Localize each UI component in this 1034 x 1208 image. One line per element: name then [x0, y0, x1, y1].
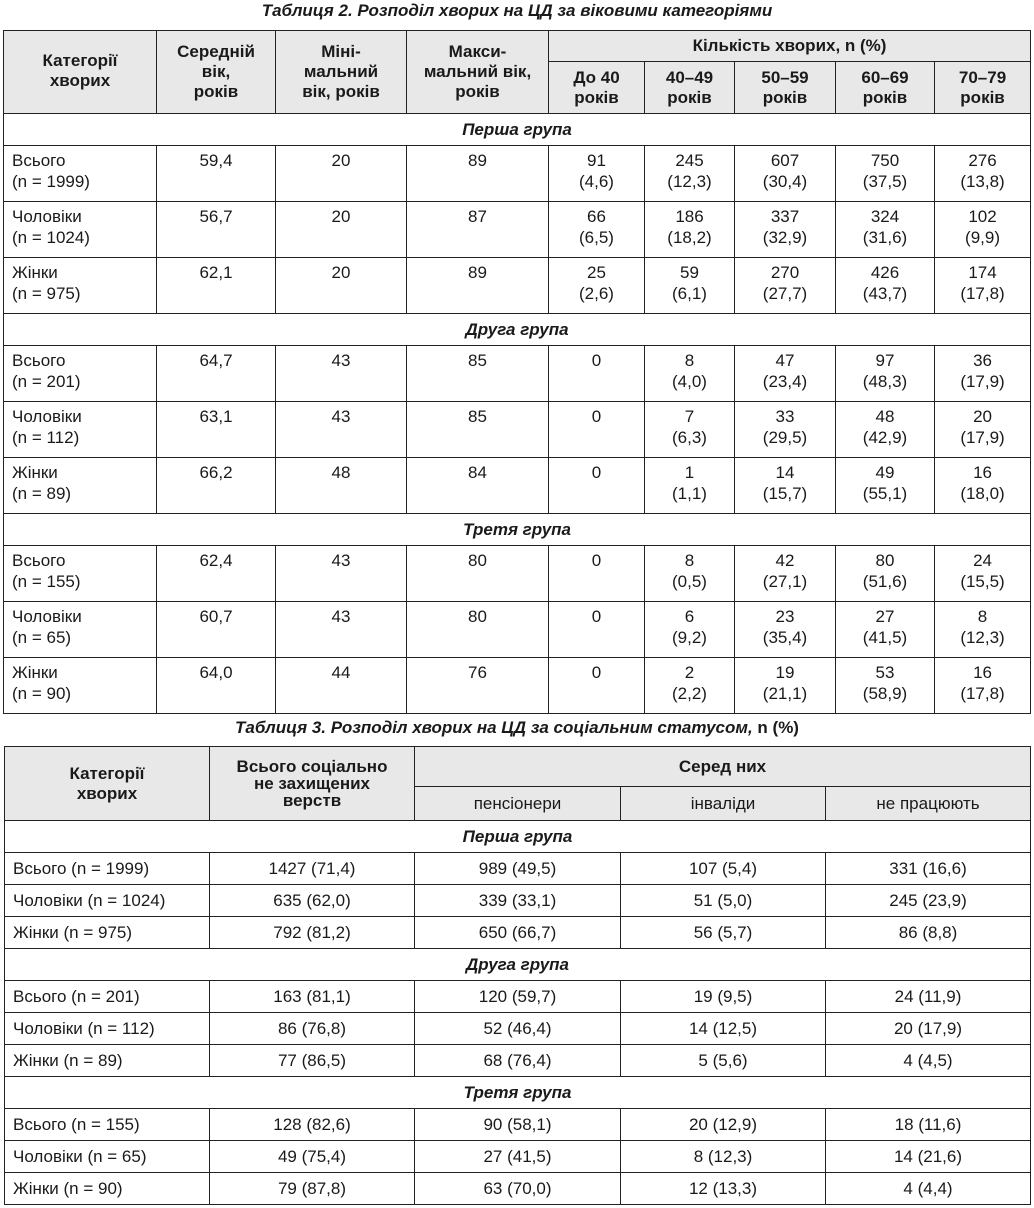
- cell-count: 6: [684, 607, 695, 626]
- cell-age-bin: [549, 602, 645, 658]
- header-max-age: Макси- мальний вік, років: [407, 31, 549, 114]
- header-age-bin-range: 70–79: [958, 67, 1007, 87]
- cell-age-bin: [935, 658, 1031, 714]
- group-row: [5, 949, 1031, 981]
- row-n: (n = 975): [12, 284, 81, 303]
- cell-percent: (48,3): [862, 372, 908, 391]
- cell-count: 97: [875, 351, 895, 370]
- cell-age-bin: [935, 546, 1031, 602]
- row-label: [4, 146, 157, 202]
- cell-min-age: 43: [276, 602, 407, 658]
- table-row: [4, 146, 1031, 202]
- cell-unemployed: 14 (21,6): [826, 1141, 1031, 1173]
- cell-age-bin: [935, 602, 1031, 658]
- cell-age-bin: [549, 346, 645, 402]
- cell-unemployed: 4 (4,5): [826, 1045, 1031, 1077]
- cell-total: 128 (82,6): [210, 1109, 415, 1141]
- cell-unemployed: 331 (16,6): [826, 853, 1031, 885]
- table-row: [5, 1141, 1031, 1173]
- cell-count: 276: [968, 151, 997, 170]
- cell-mean-age: 64,7: [157, 346, 276, 402]
- social-status-table: [4, 746, 1031, 1205]
- cell-age-bin: [645, 602, 735, 658]
- cell-percent: (42,9): [862, 428, 908, 447]
- cell-mean-age: 56,7: [157, 202, 276, 258]
- cell-percent: (6,5): [579, 228, 614, 247]
- cell-age-bin: [935, 202, 1031, 258]
- cell-total: 792 (81,2): [210, 917, 415, 949]
- cell-count: 27: [875, 607, 895, 626]
- cell-percent: (27,1): [762, 572, 808, 591]
- row-n: (n = 201): [12, 372, 81, 391]
- row-category: Чоловіки: [12, 207, 82, 226]
- cell-percent: (29,5): [762, 428, 808, 447]
- cell-mean-age: 66,2: [157, 458, 276, 514]
- row-label: Жінки (n = 89): [5, 1045, 210, 1077]
- cell-percent: (31,6): [862, 228, 908, 247]
- cell-max-age: 84: [407, 458, 549, 514]
- group-row: [5, 821, 1031, 853]
- row-label: Чоловіки (n = 65): [5, 1141, 210, 1173]
- header-age-bin: [549, 62, 645, 114]
- cell-disabled: 20 (12,9): [621, 1109, 826, 1141]
- cell-age-bin: [645, 258, 735, 314]
- cell-count: 8: [977, 607, 988, 626]
- cell-total: 163 (81,1): [210, 981, 415, 1013]
- cell-disabled: 5 (5,6): [621, 1045, 826, 1077]
- cell-count: 47: [775, 351, 795, 370]
- cell-mean-age: 64,0: [157, 658, 276, 714]
- cell-age-bin: [836, 602, 935, 658]
- row-label: [4, 546, 157, 602]
- cell-age-bin: [735, 146, 836, 202]
- table-row: [5, 1109, 1031, 1141]
- cell-pensioners: 90 (58,1): [415, 1109, 621, 1141]
- header-age-bin-unit: років: [862, 87, 908, 107]
- cell-age-bin: [645, 658, 735, 714]
- cell-percent: (58,9): [862, 684, 908, 703]
- cell-age-bin: [735, 258, 836, 314]
- cell-disabled: 8 (12,3): [621, 1141, 826, 1173]
- header-pensioners: пенсіонери: [415, 787, 621, 821]
- cell-min-age: 20: [276, 258, 407, 314]
- table-row: [4, 546, 1031, 602]
- cell-count: 53: [875, 663, 895, 682]
- row-n: (n = 90): [12, 684, 72, 703]
- row-label: Всього (n = 155): [5, 1109, 210, 1141]
- table-row: [4, 658, 1031, 714]
- cell-percent: (21,1): [762, 684, 808, 703]
- row-category: Всього: [12, 151, 66, 170]
- cell-percent: (35,4): [762, 628, 808, 647]
- cell-disabled: 19 (9,5): [621, 981, 826, 1013]
- cell-percent: (32,9): [762, 228, 808, 247]
- cell-mean-age: 60,7: [157, 602, 276, 658]
- cell-age-bin: [735, 602, 836, 658]
- cell-max-age: 89: [407, 146, 549, 202]
- row-label: Чоловіки (n = 1024): [5, 885, 210, 917]
- cell-age-bin: [735, 346, 836, 402]
- cell-age-bin: [935, 258, 1031, 314]
- header-age-bin: [836, 62, 935, 114]
- cell-percent: (2,2): [672, 684, 707, 703]
- cell-age-bin: [735, 402, 836, 458]
- cell-unemployed: 20 (17,9): [826, 1013, 1031, 1045]
- row-label: [4, 658, 157, 714]
- cell-total: 49 (75,4): [210, 1141, 415, 1173]
- group-title: Третя група: [4, 514, 1031, 546]
- header-disabled: інваліди: [621, 787, 826, 821]
- cell-count: 426: [870, 263, 900, 282]
- cell-count: 0: [591, 351, 602, 370]
- row-n: (n = 1999): [12, 172, 90, 191]
- group-title: Перша група: [4, 114, 1031, 146]
- cell-age-bin: [836, 458, 935, 514]
- group-row: [4, 114, 1031, 146]
- cell-percent: (12,3): [667, 172, 712, 191]
- cell-percent: (17,8): [960, 284, 1005, 303]
- cell-count: 66: [587, 207, 606, 226]
- header-age-bin-range: 40–49: [665, 67, 714, 87]
- header-age-bin-range: 60–69: [861, 67, 909, 87]
- row-n: (n = 1024): [12, 228, 90, 247]
- cell-min-age: 20: [276, 202, 407, 258]
- cell-total: 86 (76,8): [210, 1013, 415, 1045]
- cell-total: 77 (86,5): [210, 1045, 415, 1077]
- row-n: (n = 65): [12, 628, 72, 647]
- header-age-bin-unit: років: [667, 87, 712, 107]
- cell-age-bin: [836, 546, 935, 602]
- cell-age-bin: [836, 402, 935, 458]
- row-category: Чоловіки: [12, 407, 82, 426]
- cell-count: 25: [587, 263, 606, 282]
- cell-age-bin: [836, 258, 935, 314]
- cell-disabled: 51 (5,0): [621, 885, 826, 917]
- row-n: (n = 112): [12, 428, 80, 447]
- cell-percent: (12,3): [960, 628, 1005, 647]
- cell-count: 0: [591, 607, 602, 626]
- cell-count: 24: [973, 551, 992, 570]
- cell-age-bin: [935, 458, 1031, 514]
- group-title: Перша група: [5, 821, 1031, 853]
- table-row: [5, 981, 1031, 1013]
- cell-disabled: 14 (12,5): [621, 1013, 826, 1045]
- cell-percent: (6,1): [672, 284, 707, 303]
- table-row: [5, 1045, 1031, 1077]
- cell-pensioners: 650 (66,7): [415, 917, 621, 949]
- row-label: [4, 258, 157, 314]
- cell-total: 1427 (71,4): [210, 853, 415, 885]
- cell-percent: (18,0): [960, 484, 1005, 503]
- cell-count: 0: [591, 407, 602, 426]
- cell-mean-age: 62,4: [157, 546, 276, 602]
- cell-count: 8: [684, 551, 695, 570]
- header-age-bin-range: 50–59: [761, 67, 809, 87]
- cell-age-bin: [735, 458, 836, 514]
- cell-age-bin: [645, 346, 735, 402]
- cell-percent: (13,8): [960, 172, 1005, 191]
- cell-percent: (23,4): [762, 372, 808, 391]
- table-row: [5, 917, 1031, 949]
- row-label: [4, 346, 157, 402]
- cell-count: 2: [684, 663, 695, 682]
- cell-count: 59: [680, 263, 699, 282]
- cell-age-bin: [549, 202, 645, 258]
- row-label: Жінки (n = 90): [5, 1173, 210, 1205]
- group-row: [5, 1077, 1031, 1109]
- row-category: Всього: [12, 551, 66, 570]
- cell-percent: (37,5): [862, 172, 908, 191]
- cell-count: 91: [587, 151, 606, 170]
- cell-count: 0: [591, 551, 602, 570]
- cell-count: 102: [968, 207, 997, 226]
- cell-percent: (4,6): [579, 172, 614, 191]
- table-row: [4, 258, 1031, 314]
- cell-count: 337: [770, 207, 800, 226]
- cell-count: 0: [591, 463, 602, 482]
- cell-count: 16: [973, 663, 992, 682]
- cell-count: 750: [870, 151, 900, 170]
- cell-pensioners: 52 (46,4): [415, 1013, 621, 1045]
- cell-percent: (17,9): [960, 372, 1005, 391]
- cell-age-bin: [549, 658, 645, 714]
- row-category: Жінки: [12, 663, 58, 682]
- cell-age-bin: [735, 546, 836, 602]
- header-total-unprotected: Всього соціально не захищених верств: [210, 747, 415, 821]
- cell-percent: (17,9): [960, 428, 1005, 447]
- cell-max-age: 76: [407, 658, 549, 714]
- cell-count: 20: [973, 407, 992, 426]
- cell-age-bin: [549, 402, 645, 458]
- group-row: [4, 314, 1031, 346]
- table-row: [5, 1013, 1031, 1045]
- table-row: [4, 458, 1031, 514]
- cell-count: 174: [968, 263, 997, 282]
- cell-min-age: 48: [276, 458, 407, 514]
- cell-count: 49: [875, 463, 895, 482]
- cell-percent: (18,2): [667, 228, 712, 247]
- cell-disabled: 107 (5,4): [621, 853, 826, 885]
- table2-caption: Таблиця 2. Розподіл хворих на ЦД за віковими категоріями: [261, 1, 773, 20]
- cell-age-bin: [549, 458, 645, 514]
- cell-age-bin: [645, 402, 735, 458]
- cell-percent: (4,0): [672, 372, 707, 391]
- header-category: Категорії хворих: [4, 31, 157, 114]
- cell-count: 36: [973, 351, 992, 370]
- table3-caption: Таблиця 3. Розподіл хворих на ЦД за соціальним статусом, n (%): [235, 718, 799, 737]
- cell-count: 1: [684, 463, 695, 482]
- header-min-age: Міні- мальний вік, років: [276, 31, 407, 114]
- cell-percent: (6,3): [672, 428, 707, 447]
- row-category: Жінки: [12, 463, 58, 482]
- group-title: Друга група: [4, 314, 1031, 346]
- header-category: Категорії хворих: [5, 747, 210, 821]
- header-age-bin: [935, 62, 1031, 114]
- row-label: [4, 202, 157, 258]
- cell-percent: (0,5): [672, 572, 707, 591]
- cell-min-age: 44: [276, 658, 407, 714]
- table-row: [5, 1173, 1031, 1205]
- cell-count: 16: [973, 463, 992, 482]
- cell-age-bin: [935, 402, 1031, 458]
- header-among-them: Серед них: [415, 747, 1031, 787]
- header-unemployed: не працюють: [826, 787, 1031, 821]
- cell-percent: (2,6): [579, 284, 614, 303]
- cell-age-bin: [549, 546, 645, 602]
- cell-percent: (51,6): [862, 572, 908, 591]
- table-row: [4, 202, 1031, 258]
- cell-count: 245: [675, 151, 704, 170]
- row-label: [4, 458, 157, 514]
- row-label: [4, 602, 157, 658]
- cell-max-age: 80: [407, 602, 549, 658]
- cell-age-bin: [645, 146, 735, 202]
- cell-count: 8: [684, 351, 695, 370]
- cell-percent: (17,8): [960, 684, 1005, 703]
- cell-pensioners: 63 (70,0): [415, 1173, 621, 1205]
- cell-percent: (43,7): [862, 284, 908, 303]
- group-title: Друга група: [5, 949, 1031, 981]
- cell-count: 42: [775, 551, 795, 570]
- cell-count: 0: [591, 663, 602, 682]
- cell-age-bin: [836, 658, 935, 714]
- cell-pensioners: 989 (49,5): [415, 853, 621, 885]
- row-n: (n = 89): [12, 484, 72, 503]
- cell-min-age: 20: [276, 146, 407, 202]
- cell-percent: (27,7): [762, 284, 808, 303]
- cell-age-bin: [735, 202, 836, 258]
- cell-unemployed: 245 (23,9): [826, 885, 1031, 917]
- cell-unemployed: 4 (4,4): [826, 1173, 1031, 1205]
- cell-min-age: 43: [276, 402, 407, 458]
- cell-max-age: 80: [407, 546, 549, 602]
- table-row: [4, 602, 1031, 658]
- cell-disabled: 12 (13,3): [621, 1173, 826, 1205]
- cell-percent: (30,4): [762, 172, 808, 191]
- cell-max-age: 85: [407, 346, 549, 402]
- cell-age-bin: [836, 202, 935, 258]
- header-age-bin: [645, 62, 735, 114]
- header-age-bin-unit: років: [960, 87, 1005, 107]
- cell-pensioners: 27 (41,5): [415, 1141, 621, 1173]
- row-label: Жінки (n = 975): [5, 917, 210, 949]
- cell-age-bin: [735, 658, 836, 714]
- cell-count: 324: [870, 207, 900, 226]
- cell-unemployed: 24 (11,9): [826, 981, 1031, 1013]
- cell-age-bin: [935, 346, 1031, 402]
- cell-mean-age: 62,1: [157, 258, 276, 314]
- cell-percent: (15,7): [762, 484, 808, 503]
- cell-percent: (9,9): [965, 228, 1000, 247]
- header-mean-age: Середній вік, років: [157, 31, 276, 114]
- header-age-bin: [735, 62, 836, 114]
- row-label: Чоловіки (n = 112): [5, 1013, 210, 1045]
- cell-min-age: 43: [276, 546, 407, 602]
- cell-total: 79 (87,8): [210, 1173, 415, 1205]
- cell-count: 80: [875, 551, 895, 570]
- group-title: Третя група: [5, 1077, 1031, 1109]
- cell-age-bin: [549, 146, 645, 202]
- cell-count: 33: [775, 407, 795, 426]
- cell-mean-age: 59,4: [157, 146, 276, 202]
- cell-count: 19: [775, 663, 795, 682]
- cell-count: 607: [770, 151, 800, 170]
- table-row: [5, 885, 1031, 917]
- cell-percent: (9,2): [672, 628, 707, 647]
- cell-pensioners: 120 (59,7): [415, 981, 621, 1013]
- row-label: [4, 402, 157, 458]
- row-category: Чоловіки: [12, 607, 82, 626]
- cell-count: 14: [775, 463, 795, 482]
- header-age-bin-unit: років: [574, 87, 619, 107]
- cell-pensioners: 339 (33,1): [415, 885, 621, 917]
- cell-max-age: 85: [407, 402, 549, 458]
- cell-percent: (41,5): [862, 628, 908, 647]
- table-row: [4, 402, 1031, 458]
- cell-age-bin: [645, 546, 735, 602]
- cell-min-age: 43: [276, 346, 407, 402]
- cell-total: 635 (62,0): [210, 885, 415, 917]
- cell-count: 186: [675, 207, 704, 226]
- cell-age-bin: [645, 202, 735, 258]
- header-age-bin-unit: років: [762, 87, 808, 107]
- row-n: (n = 155): [12, 572, 81, 591]
- cell-max-age: 89: [407, 258, 549, 314]
- cell-count: 7: [684, 407, 695, 426]
- cell-max-age: 87: [407, 202, 549, 258]
- header-patient-count: Кількість хворих, n (%): [549, 31, 1031, 62]
- cell-percent: (15,5): [960, 572, 1005, 591]
- cell-disabled: 56 (5,7): [621, 917, 826, 949]
- row-label: Всього (n = 1999): [5, 853, 210, 885]
- table-row: [5, 853, 1031, 885]
- cell-count: 270: [770, 263, 800, 282]
- group-row: [4, 514, 1031, 546]
- cell-pensioners: 68 (76,4): [415, 1045, 621, 1077]
- row-category: Всього: [12, 351, 66, 370]
- cell-age-bin: [836, 346, 935, 402]
- table-row: [4, 346, 1031, 402]
- header-age-bin-range: До 40: [573, 67, 620, 87]
- cell-percent: (55,1): [862, 484, 908, 503]
- age-distribution-table: [3, 30, 1031, 714]
- row-label: Всього (n = 201): [5, 981, 210, 1013]
- cell-age-bin: [836, 146, 935, 202]
- cell-unemployed: 86 (8,8): [826, 917, 1031, 949]
- row-category: Жінки: [12, 263, 58, 282]
- cell-age-bin: [645, 458, 735, 514]
- cell-count: 48: [875, 407, 895, 426]
- cell-mean-age: 63,1: [157, 402, 276, 458]
- cell-count: 23: [775, 607, 795, 626]
- cell-age-bin: [549, 258, 645, 314]
- cell-unemployed: 18 (11,6): [826, 1109, 1031, 1141]
- cell-percent: (1,1): [672, 484, 707, 503]
- cell-age-bin: [935, 146, 1031, 202]
